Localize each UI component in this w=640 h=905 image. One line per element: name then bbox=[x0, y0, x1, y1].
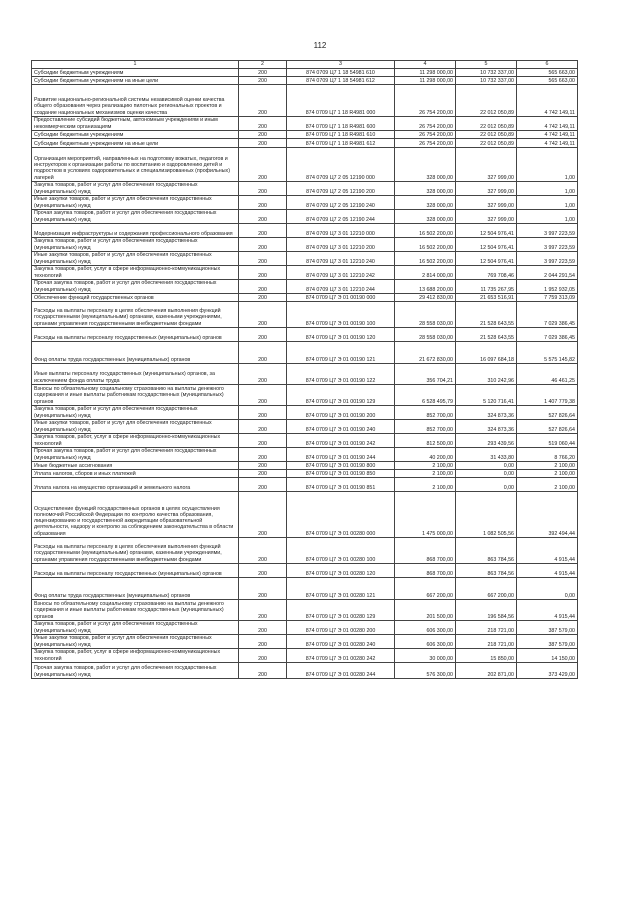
table-row bbox=[32, 478, 578, 492]
row-code-cell: 200 bbox=[239, 224, 287, 238]
column-header: 1 bbox=[32, 61, 239, 69]
row-executed-amount-cell: 22 012 050,89 bbox=[456, 139, 517, 148]
budget-execution-table bbox=[31, 60, 578, 679]
row-name-cell: Иные закупки товаров, работ и услуг для обеспечения государственных (муниципальных) нужд bbox=[32, 635, 239, 649]
row-name-cell: Закупка товаров, работ и услуг для обеспечения государственных (муниципальных) нужд bbox=[32, 406, 239, 420]
row-executed-amount-cell: 863 784,56 bbox=[456, 564, 517, 578]
table-row bbox=[32, 635, 578, 649]
row-code-cell: 200 bbox=[239, 77, 287, 85]
row-unexecuted-amount-cell: 0,00 bbox=[517, 578, 578, 600]
row-classification-cell: 874 0709 Ц7 Э 01 00190 850 bbox=[287, 470, 395, 478]
row-approved-amount-cell: 26 754 200,00 bbox=[395, 131, 456, 139]
table-row bbox=[32, 578, 578, 600]
row-executed-amount-cell: 327 999,00 bbox=[456, 210, 517, 224]
row-classification-cell: 874 0709 Ц7 Э 01 00190 851 bbox=[287, 478, 395, 492]
table-row bbox=[32, 385, 578, 406]
row-classification-cell: 874 0709 Ц7 Э 01 00280 242 bbox=[287, 649, 395, 663]
row-approved-amount-cell: 606 300,00 bbox=[395, 621, 456, 635]
row-classification-cell: 874 0709 Ц7 Э 01 00190 122 bbox=[287, 364, 395, 385]
row-name-cell: Взносы по обязательному социальному страхованию на выплаты денежного содержания и иные выплаты работникам государственных (муниципальных) органов bbox=[32, 385, 239, 406]
table-row bbox=[32, 302, 578, 328]
row-name-cell: Иные закупки товаров, работ и услуг для обеспечения государственных (муниципальных) нужд bbox=[32, 252, 239, 266]
table-row bbox=[32, 280, 578, 294]
row-unexecuted-amount-cell: 565 663,00 bbox=[517, 77, 578, 85]
table-body bbox=[32, 69, 578, 679]
table-row bbox=[32, 538, 578, 564]
table-row bbox=[32, 252, 578, 266]
row-approved-amount-cell: 26 754 200,00 bbox=[395, 85, 456, 117]
row-code-cell: 200 bbox=[239, 420, 287, 434]
row-name-cell: Закупка товаров, работ, услуг в сфере информационно-коммуникационных технологий bbox=[32, 434, 239, 448]
row-code-cell: 200 bbox=[239, 635, 287, 649]
row-name-cell: Закупка товаров, работ, услуг в сфере информационно-коммуникационных технологий bbox=[32, 266, 239, 280]
row-unexecuted-amount-cell: 4 742 149,11 bbox=[517, 131, 578, 139]
row-name-cell: Фонд оплаты труда государственных (муниципальных) органов bbox=[32, 578, 239, 600]
row-unexecuted-amount-cell: 373 429,00 bbox=[517, 663, 578, 679]
row-unexecuted-amount-cell: 3 997 223,59 bbox=[517, 252, 578, 266]
row-executed-amount-cell: 863 784,56 bbox=[456, 538, 517, 564]
table-row bbox=[32, 406, 578, 420]
row-classification-cell: 874 0709 Ц7 2 05 12190 244 bbox=[287, 210, 395, 224]
row-classification-cell: 874 0709 Ц7 1 18 54981 610 bbox=[287, 69, 395, 77]
table-row bbox=[32, 649, 578, 663]
page-number: 112 bbox=[313, 41, 327, 50]
row-classification-cell: 874 0709 Ц7 Э 01 00190 121 bbox=[287, 342, 395, 364]
row-approved-amount-cell: 328 000,00 bbox=[395, 196, 456, 210]
column-header: 6 bbox=[517, 61, 578, 69]
row-code-cell: 200 bbox=[239, 600, 287, 621]
row-name-cell: Организация мероприятий, направленных на подготовку вожатых, педагогов и инструкторов к организации работы по воспитанию и оздоровлению детей и подростков в условиях оздоровительных и специализированных (профильных) лагерей bbox=[32, 148, 239, 182]
row-code-cell: 200 bbox=[239, 621, 287, 635]
row-name-cell: Расходы на выплаты персоналу государственных (муниципальных) органов bbox=[32, 328, 239, 342]
row-executed-amount-cell: 22 012 050,89 bbox=[456, 117, 517, 131]
row-approved-amount-cell: 28 558 030,00 bbox=[395, 328, 456, 342]
row-code-cell: 200 bbox=[239, 117, 287, 131]
row-classification-cell: 874 0709 Ц7 Э 01 00190 800 bbox=[287, 462, 395, 470]
table-row bbox=[32, 117, 578, 131]
column-header: 3 bbox=[287, 61, 395, 69]
row-executed-amount-cell: 293 439,56 bbox=[456, 434, 517, 448]
row-name-cell: Закупка товаров, работ и услуг для обеспечения государственных (муниципальных) нужд bbox=[32, 621, 239, 635]
row-unexecuted-amount-cell: 2 100,00 bbox=[517, 470, 578, 478]
row-executed-amount-cell: 5 120 716,41 bbox=[456, 385, 517, 406]
row-name-cell: Взносы по обязательному социальному страхованию на выплаты денежного содержания и иные выплаты работникам государственных (муниципальных) органов bbox=[32, 600, 239, 621]
row-code-cell: 200 bbox=[239, 385, 287, 406]
row-executed-amount-cell: 31 433,80 bbox=[456, 448, 517, 462]
row-code-cell: 200 bbox=[239, 328, 287, 342]
row-executed-amount-cell: 324 873,36 bbox=[456, 420, 517, 434]
row-unexecuted-amount-cell: 7 029 386,45 bbox=[517, 328, 578, 342]
row-executed-amount-cell: 769 708,46 bbox=[456, 266, 517, 280]
row-unexecuted-amount-cell: 5 575 145,82 bbox=[517, 342, 578, 364]
row-classification-cell: 874 0709 Ц7 Э 01 00190 200 bbox=[287, 406, 395, 420]
table-row bbox=[32, 196, 578, 210]
row-approved-amount-cell: 356 704,21 bbox=[395, 364, 456, 385]
table-row bbox=[32, 294, 578, 302]
table-row bbox=[32, 462, 578, 470]
row-code-cell: 200 bbox=[239, 364, 287, 385]
row-unexecuted-amount-cell: 2 100,00 bbox=[517, 462, 578, 470]
row-classification-cell: 874 0709 Ц7 2 05 12190 240 bbox=[287, 196, 395, 210]
row-executed-amount-cell: 12 504 976,41 bbox=[456, 238, 517, 252]
row-name-cell: Развитие национально-региональной системы независимой оценки качества общего образования через реализацию пилотных региональных проектов и создание национальных механизмов оценки качества bbox=[32, 85, 239, 117]
row-approved-amount-cell: 852 700,00 bbox=[395, 406, 456, 420]
row-approved-amount-cell: 26 754 200,00 bbox=[395, 139, 456, 148]
row-approved-amount-cell: 11 298 000,00 bbox=[395, 77, 456, 85]
row-name-cell: Модернизация инфраструктуры и содержания профессионального образования bbox=[32, 224, 239, 238]
table-row bbox=[32, 238, 578, 252]
column-header: 2 bbox=[239, 61, 287, 69]
table-row bbox=[32, 492, 578, 538]
row-code-cell: 200 bbox=[239, 342, 287, 364]
row-classification-cell: 874 0709 Ц7 Э 01 00190 120 bbox=[287, 328, 395, 342]
row-name-cell: Закупка товаров, работ и услуг для обеспечения государственных (муниципальных) нужд bbox=[32, 182, 239, 196]
row-approved-amount-cell: 16 502 200,00 bbox=[395, 224, 456, 238]
row-code-cell: 200 bbox=[239, 139, 287, 148]
row-approved-amount-cell: 606 300,00 bbox=[395, 635, 456, 649]
row-approved-amount-cell: 576 300,00 bbox=[395, 663, 456, 679]
row-name-cell: Иные выплаты персоналу государственных (муниципальных) органов, за исключением фонда оплаты труда bbox=[32, 364, 239, 385]
row-name-cell: Закупка товаров, работ, услуг в сфере информационно-коммуникационных технологий bbox=[32, 649, 239, 663]
row-classification-cell: 874 0709 Ц7 Э 01 00280 120 bbox=[287, 564, 395, 578]
row-classification-cell: 874 0709 Ц7 Э 01 00190 244 bbox=[287, 448, 395, 462]
row-unexecuted-amount-cell: 1,00 bbox=[517, 210, 578, 224]
row-code-cell: 200 bbox=[239, 649, 287, 663]
row-unexecuted-amount-cell: 519 060,44 bbox=[517, 434, 578, 448]
row-name-cell: Иные бюджетные ассигнования bbox=[32, 462, 239, 470]
row-executed-amount-cell: 218 721,00 bbox=[456, 635, 517, 649]
row-name-cell: Прочая закупка товаров, работ и услуг для обеспечения государственных (муниципальных) нужд bbox=[32, 280, 239, 294]
row-approved-amount-cell: 328 000,00 bbox=[395, 148, 456, 182]
row-unexecuted-amount-cell: 14 150,00 bbox=[517, 649, 578, 663]
row-code-cell: 200 bbox=[239, 182, 287, 196]
row-code-cell: 200 bbox=[239, 294, 287, 302]
row-approved-amount-cell: 328 000,00 bbox=[395, 210, 456, 224]
row-executed-amount-cell: 10 732 337,00 bbox=[456, 69, 517, 77]
row-code-cell: 200 bbox=[239, 210, 287, 224]
row-name-cell: Обеспечение функций государственных органов bbox=[32, 294, 239, 302]
row-unexecuted-amount-cell: 4 742 149,11 bbox=[517, 117, 578, 131]
row-code-cell: 200 bbox=[239, 302, 287, 328]
row-code-cell: 200 bbox=[239, 492, 287, 538]
row-approved-amount-cell: 16 502 200,00 bbox=[395, 252, 456, 266]
row-unexecuted-amount-cell: 4 742 149,11 bbox=[517, 85, 578, 117]
row-code-cell: 200 bbox=[239, 252, 287, 266]
row-unexecuted-amount-cell: 1 407 779,38 bbox=[517, 385, 578, 406]
row-unexecuted-amount-cell: 4 915,44 bbox=[517, 600, 578, 621]
row-executed-amount-cell: 12 504 976,41 bbox=[456, 224, 517, 238]
row-approved-amount-cell: 667 200,00 bbox=[395, 578, 456, 600]
table-row bbox=[32, 364, 578, 385]
row-unexecuted-amount-cell: 1 952 932,05 bbox=[517, 280, 578, 294]
row-name-cell: Уплата налога на имущество организаций и земельного налога bbox=[32, 478, 239, 492]
row-executed-amount-cell: 11 735 267,95 bbox=[456, 280, 517, 294]
row-unexecuted-amount-cell: 3 997 223,59 bbox=[517, 238, 578, 252]
row-unexecuted-amount-cell: 387 579,00 bbox=[517, 621, 578, 635]
row-classification-cell: 874 0709 Ц7 Э 01 00190 100 bbox=[287, 302, 395, 328]
row-approved-amount-cell: 26 754 200,00 bbox=[395, 117, 456, 131]
row-executed-amount-cell: 0,00 bbox=[456, 462, 517, 470]
row-classification-cell: 874 0709 Ц7 Э 01 00280 200 bbox=[287, 621, 395, 635]
table-row bbox=[32, 621, 578, 635]
table-row bbox=[32, 328, 578, 342]
row-executed-amount-cell: 0,00 bbox=[456, 470, 517, 478]
row-unexecuted-amount-cell: 2 044 291,54 bbox=[517, 266, 578, 280]
row-name-cell: Закупка товаров, работ и услуг для обеспечения государственных (муниципальных) нужд bbox=[32, 238, 239, 252]
row-approved-amount-cell: 868 700,00 bbox=[395, 564, 456, 578]
row-approved-amount-cell: 40 200,00 bbox=[395, 448, 456, 462]
row-unexecuted-amount-cell: 4 915,44 bbox=[517, 564, 578, 578]
row-executed-amount-cell: 327 999,00 bbox=[456, 196, 517, 210]
row-classification-cell: 874 0709 Ц7 Э 01 00280 129 bbox=[287, 600, 395, 621]
row-classification-cell: 874 0709 Ц7 2 05 12190 200 bbox=[287, 182, 395, 196]
table-row bbox=[32, 434, 578, 448]
column-header: 4 bbox=[395, 61, 456, 69]
row-approved-amount-cell: 11 298 000,00 bbox=[395, 69, 456, 77]
row-unexecuted-amount-cell: 1,00 bbox=[517, 196, 578, 210]
row-classification-cell: 874 0709 Ц7 3 01 12210 200 bbox=[287, 238, 395, 252]
row-unexecuted-amount-cell: 46 461,25 bbox=[517, 364, 578, 385]
row-code-cell: 200 bbox=[239, 578, 287, 600]
row-executed-amount-cell: 218 721,00 bbox=[456, 621, 517, 635]
row-name-cell: Субсидии бюджетным учреждениям bbox=[32, 131, 239, 139]
row-unexecuted-amount-cell: 392 494,44 bbox=[517, 492, 578, 538]
table-row bbox=[32, 69, 578, 77]
row-approved-amount-cell: 28 558 030,00 bbox=[395, 302, 456, 328]
row-executed-amount-cell: 324 873,36 bbox=[456, 406, 517, 420]
row-executed-amount-cell: 22 012 050,89 bbox=[456, 85, 517, 117]
row-code-cell: 200 bbox=[239, 406, 287, 420]
row-code-cell: 200 bbox=[239, 478, 287, 492]
row-code-cell: 200 bbox=[239, 69, 287, 77]
row-classification-cell: 874 0709 Ц7 Э 01 00280 000 bbox=[287, 492, 395, 538]
table-row bbox=[32, 342, 578, 364]
row-code-cell: 200 bbox=[239, 148, 287, 182]
row-name-cell: Осуществление функций государственных органов в целях осуществления полномочий Российской Федерации по контролю качества образования, лицензированию и государственной аккредитации образовательной деятельности, надзору и контролю за соблюдением законодательства в области образования bbox=[32, 492, 239, 538]
row-approved-amount-cell: 2 100,00 bbox=[395, 478, 456, 492]
table-row bbox=[32, 448, 578, 462]
row-executed-amount-cell: 202 871,00 bbox=[456, 663, 517, 679]
row-approved-amount-cell: 1 475 000,00 bbox=[395, 492, 456, 538]
row-executed-amount-cell: 22 012 050,89 bbox=[456, 131, 517, 139]
row-code-cell: 200 bbox=[239, 470, 287, 478]
table-row bbox=[32, 85, 578, 117]
row-unexecuted-amount-cell: 7 759 313,09 bbox=[517, 294, 578, 302]
row-classification-cell: 874 0709 Ц7 Э 01 00190 129 bbox=[287, 385, 395, 406]
row-code-cell: 200 bbox=[239, 238, 287, 252]
row-executed-amount-cell: 310 242,96 bbox=[456, 364, 517, 385]
row-approved-amount-cell: 868 700,00 bbox=[395, 538, 456, 564]
row-classification-cell: 874 0709 Ц7 2 05 12190 000 bbox=[287, 148, 395, 182]
row-executed-amount-cell: 196 584,56 bbox=[456, 600, 517, 621]
row-unexecuted-amount-cell: 3 997 223,59 bbox=[517, 224, 578, 238]
row-name-cell: Расходы на выплаты персоналу в целях обеспечения выполнения функций государственными (муниципальными) органами, казенными учреждениями, органами управления государственными внебюджетными фондами bbox=[32, 302, 239, 328]
row-code-cell: 200 bbox=[239, 85, 287, 117]
row-executed-amount-cell: 12 504 976,41 bbox=[456, 252, 517, 266]
row-executed-amount-cell: 0,00 bbox=[456, 478, 517, 492]
row-executed-amount-cell: 1 082 505,56 bbox=[456, 492, 517, 538]
row-unexecuted-amount-cell: 4 742 149,11 bbox=[517, 139, 578, 148]
row-approved-amount-cell: 30 000,00 bbox=[395, 649, 456, 663]
row-executed-amount-cell: 16 097 684,18 bbox=[456, 342, 517, 364]
table-row bbox=[32, 266, 578, 280]
row-name-cell: Прочая закупка товаров, работ и услуг для обеспечения государственных (муниципальных) нужд bbox=[32, 663, 239, 679]
table-row bbox=[32, 210, 578, 224]
row-approved-amount-cell: 2 814 000,00 bbox=[395, 266, 456, 280]
table-row bbox=[32, 600, 578, 621]
row-classification-cell: 874 0709 Ц7 Э 01 00280 240 bbox=[287, 635, 395, 649]
row-classification-cell: 874 0709 Ц7 Э 01 00190 240 bbox=[287, 420, 395, 434]
row-approved-amount-cell: 21 672 830,00 bbox=[395, 342, 456, 364]
row-executed-amount-cell: 10 732 337,00 bbox=[456, 77, 517, 85]
row-name-cell: Уплата налогов, сборов и иных платежей bbox=[32, 470, 239, 478]
table-row bbox=[32, 564, 578, 578]
table-row bbox=[32, 139, 578, 148]
row-code-cell: 200 bbox=[239, 131, 287, 139]
row-executed-amount-cell: 667 200,00 bbox=[456, 578, 517, 600]
row-classification-cell: 874 0709 Ц7 1 18 R4981 610 bbox=[287, 131, 395, 139]
row-name-cell: Фонд оплаты труда государственных (муниципальных) органов bbox=[32, 342, 239, 364]
row-name-cell: Расходы на выплаты персоналу в целях обеспечения выполнения функций государственными (муниципальными) органами, казенными учреждениями, органами управления государственными внебюджетными фондами bbox=[32, 538, 239, 564]
row-approved-amount-cell: 2 100,00 bbox=[395, 470, 456, 478]
row-classification-cell: 874 0709 Ц7 3 01 12210 244 bbox=[287, 280, 395, 294]
row-classification-cell: 874 0709 Ц7 1 18 54981 612 bbox=[287, 77, 395, 85]
column-header: 5 bbox=[456, 61, 517, 69]
row-classification-cell: 874 0709 Ц7 3 01 12210 240 bbox=[287, 252, 395, 266]
row-approved-amount-cell: 16 502 200,00 bbox=[395, 238, 456, 252]
row-code-cell: 200 bbox=[239, 663, 287, 679]
table-row bbox=[32, 77, 578, 85]
row-name-cell: Предоставление субсидий бюджетным, автономным учреждениям и иным некоммерческим организациям bbox=[32, 117, 239, 131]
row-approved-amount-cell: 852 700,00 bbox=[395, 420, 456, 434]
row-unexecuted-amount-cell: 2 100,00 bbox=[517, 478, 578, 492]
table-header-row bbox=[32, 61, 578, 69]
row-classification-cell: 874 0709 Ц7 Э 01 00280 100 bbox=[287, 538, 395, 564]
row-approved-amount-cell: 328 000,00 bbox=[395, 182, 456, 196]
row-unexecuted-amount-cell: 8 766,20 bbox=[517, 448, 578, 462]
row-code-cell: 200 bbox=[239, 434, 287, 448]
row-unexecuted-amount-cell: 1,00 bbox=[517, 148, 578, 182]
row-approved-amount-cell: 2 100,00 bbox=[395, 462, 456, 470]
row-unexecuted-amount-cell: 527 826,64 bbox=[517, 406, 578, 420]
row-classification-cell: 874 0709 Ц7 1 18 R4981 600 bbox=[287, 117, 395, 131]
row-name-cell: Иные закупки товаров, работ и услуг для обеспечения государственных (муниципальных) нужд bbox=[32, 420, 239, 434]
row-unexecuted-amount-cell: 1,00 bbox=[517, 182, 578, 196]
row-unexecuted-amount-cell: 387 579,00 bbox=[517, 635, 578, 649]
row-classification-cell: 874 0709 Ц7 Э 01 00190 242 bbox=[287, 434, 395, 448]
row-code-cell: 200 bbox=[239, 448, 287, 462]
row-classification-cell: 874 0709 Ц7 Э 01 00280 244 bbox=[287, 663, 395, 679]
row-code-cell: 200 bbox=[239, 280, 287, 294]
row-classification-cell: 874 0709 Ц7 3 01 12210 242 bbox=[287, 266, 395, 280]
table-row bbox=[32, 470, 578, 478]
row-executed-amount-cell: 327 999,00 bbox=[456, 182, 517, 196]
row-unexecuted-amount-cell: 565 663,00 bbox=[517, 69, 578, 77]
row-code-cell: 200 bbox=[239, 538, 287, 564]
row-approved-amount-cell: 29 412 830,00 bbox=[395, 294, 456, 302]
table-row bbox=[32, 224, 578, 238]
row-name-cell: Расходы на выплаты персоналу государственных (муниципальных) органов bbox=[32, 564, 239, 578]
table-row bbox=[32, 420, 578, 434]
row-code-cell: 200 bbox=[239, 462, 287, 470]
table-row bbox=[32, 148, 578, 182]
row-unexecuted-amount-cell: 7 029 386,45 bbox=[517, 302, 578, 328]
row-unexecuted-amount-cell: 527 826,64 bbox=[517, 420, 578, 434]
row-executed-amount-cell: 21 528 643,55 bbox=[456, 328, 517, 342]
row-code-cell: 200 bbox=[239, 196, 287, 210]
table-row bbox=[32, 131, 578, 139]
row-executed-amount-cell: 21 653 516,91 bbox=[456, 294, 517, 302]
row-approved-amount-cell: 812 500,00 bbox=[395, 434, 456, 448]
table-row bbox=[32, 663, 578, 679]
row-classification-cell: 874 0709 Ц7 Э 01 00190 000 bbox=[287, 294, 395, 302]
row-code-cell: 200 bbox=[239, 266, 287, 280]
row-executed-amount-cell: 327 999,00 bbox=[456, 148, 517, 182]
row-name-cell: Субсидии бюджетным учреждениям на иные цели bbox=[32, 77, 239, 85]
row-name-cell: Прочая закупка товаров, работ и услуг для обеспечения государственных (муниципальных) нужд bbox=[32, 210, 239, 224]
row-name-cell: Прочая закупка товаров, работ и услуг для обеспечения государственных (муниципальных) нужд bbox=[32, 448, 239, 462]
row-classification-cell: 874 0709 Ц7 3 01 12210 000 bbox=[287, 224, 395, 238]
row-approved-amount-cell: 201 500,00 bbox=[395, 600, 456, 621]
row-classification-cell: 874 0709 Ц7 1 18 R4981 000 bbox=[287, 85, 395, 117]
row-classification-cell: 874 0709 Ц7 1 18 R4981 612 bbox=[287, 139, 395, 148]
row-classification-cell: 874 0709 Ц7 Э 01 00280 121 bbox=[287, 578, 395, 600]
row-approved-amount-cell: 6 528 495,79 bbox=[395, 385, 456, 406]
row-approved-amount-cell: 13 688 200,00 bbox=[395, 280, 456, 294]
row-name-cell: Субсидии бюджетным учреждениям bbox=[32, 69, 239, 77]
row-executed-amount-cell: 15 850,00 bbox=[456, 649, 517, 663]
row-name-cell: Субсидии бюджетным учреждениям на иные цели bbox=[32, 139, 239, 148]
row-executed-amount-cell: 21 528 643,55 bbox=[456, 302, 517, 328]
row-name-cell: Иные закупки товаров, работ и услуг для обеспечения государственных (муниципальных) нужд bbox=[32, 196, 239, 210]
row-code-cell: 200 bbox=[239, 564, 287, 578]
row-unexecuted-amount-cell: 4 915,44 bbox=[517, 538, 578, 564]
table-row bbox=[32, 182, 578, 196]
